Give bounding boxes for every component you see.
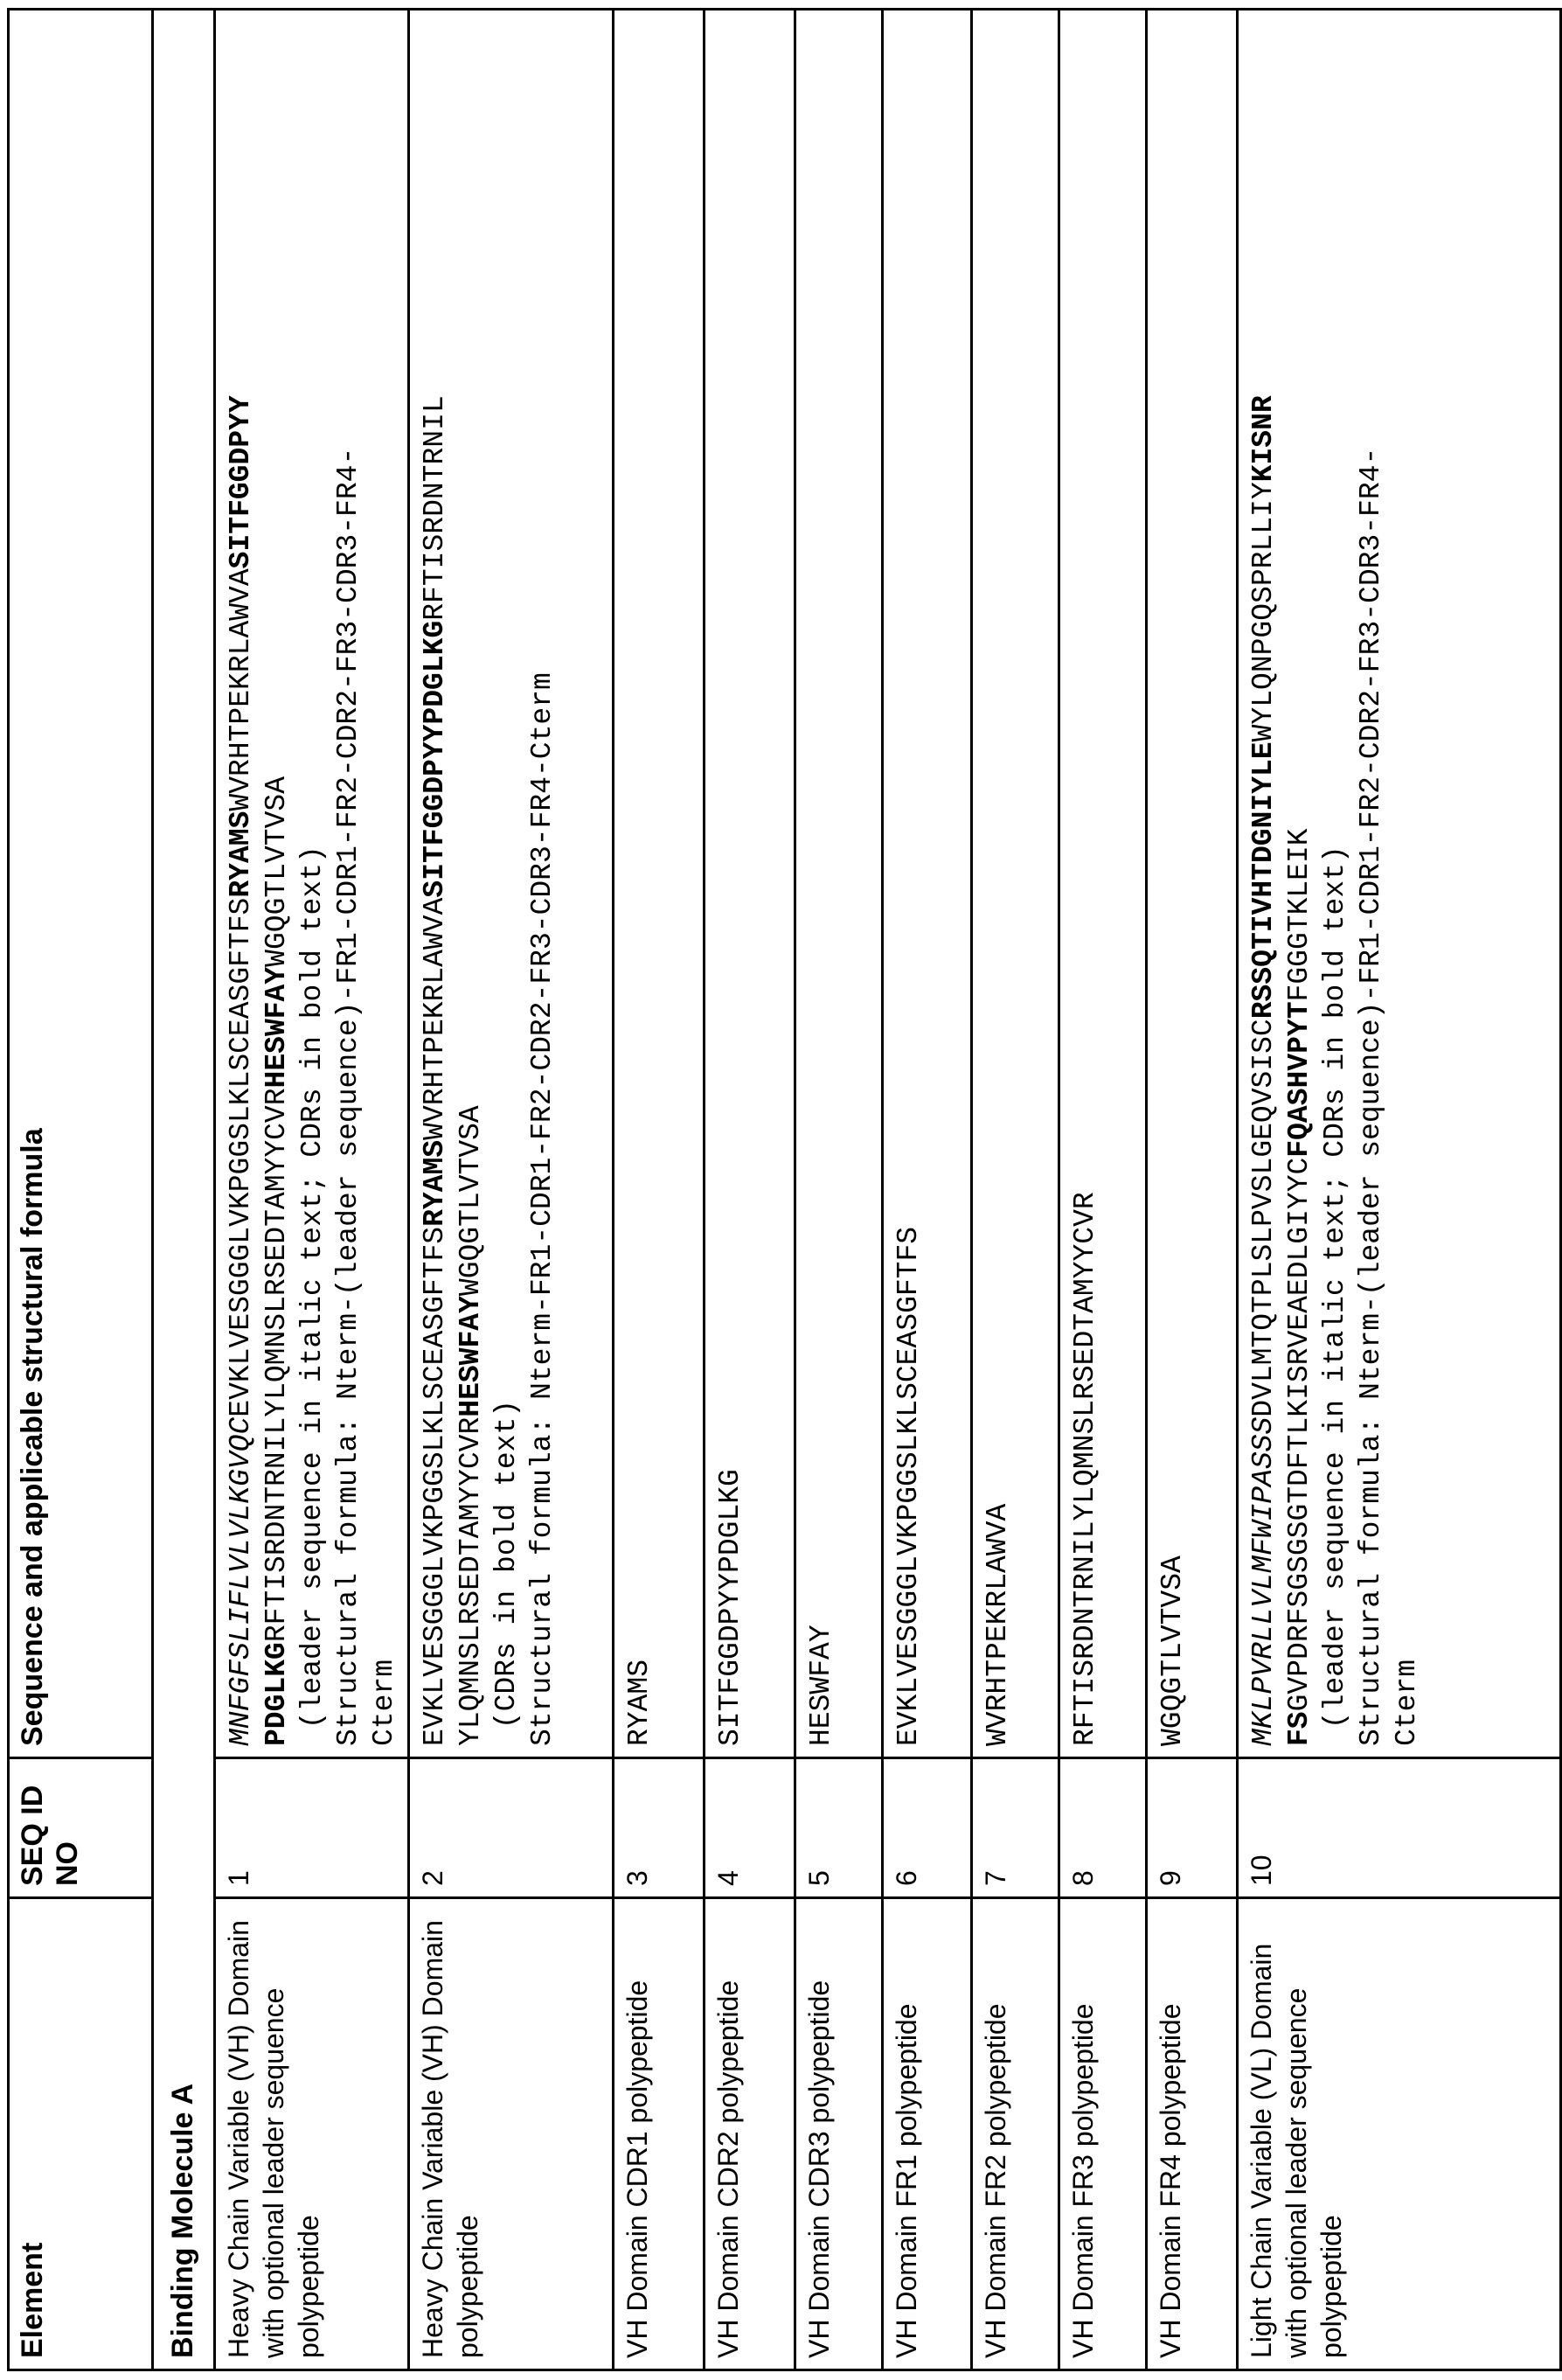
sequence-line — [1353, 21, 1389, 1746]
sequence-cell — [1059, 10, 1147, 1758]
leader-segment: MKLPVRLLVLMFWIPASSS — [1247, 1417, 1280, 1746]
sequence-segment: SITFGGDPYYPDGLKG — [714, 1469, 746, 1746]
table-row — [1147, 10, 1238, 2370]
sequence-segment: RFTISRDNTRNILYLQMNSLRSEDTAMYYCVR — [260, 1088, 293, 1642]
sequence-line — [295, 21, 330, 1746]
sequence-cell — [795, 10, 883, 1758]
table-row — [215, 10, 409, 2370]
sequence-segment: DVLMTQTPLSLPVSLGEQVSISC — [1247, 1019, 1280, 1416]
sequence-line — [223, 21, 259, 1746]
sequence-line — [891, 21, 927, 1746]
header-sequence: Sequence and applicable structural formula — [9, 10, 153, 1758]
sequence-line — [803, 21, 839, 1746]
sequence-segment: Structural formula: Nterm-(leader sequence)-FR1-CDR1-FR2-CDR2-FR3-CDR3-FR4- — [1355, 448, 1387, 1746]
cdr-segment: RYAMS — [419, 1140, 451, 1227]
sequence-line — [1389, 21, 1425, 1746]
cdr-segment: RYAMS — [225, 811, 257, 898]
cdr-segment: SITFGGDPYYPDGLKG — [419, 621, 451, 898]
sequence-line — [330, 21, 366, 1746]
element-cell: VH Domain FR3 polypeptide — [1059, 1898, 1147, 2370]
element-cell: Heavy Chain Variable (VH) Domain with optional leader sequence polypeptide — [215, 1898, 409, 2370]
cdr-segment: SITFGGDPYY — [225, 395, 257, 568]
table-row — [972, 10, 1059, 2370]
sequence-segment: HESWFAY — [805, 1625, 837, 1746]
sequence-segment: WVRHTPEKRLAWVA — [225, 568, 257, 811]
sequence-line — [453, 21, 489, 1746]
sequence-segment: WGQGTLVTVSA — [1156, 1555, 1189, 1746]
sequence-segment: Cterm — [368, 1660, 400, 1746]
sequence-cell — [883, 10, 972, 1758]
sequence-segment: (CDRs in bold text) — [490, 1400, 523, 1746]
cdr-segment: FS — [1283, 1711, 1316, 1746]
sequence-cell — [215, 10, 409, 1758]
leader-segment: MNFGFSLIFLVLVLKGVQC — [225, 1417, 257, 1746]
sequence-line — [417, 21, 453, 1746]
cdr-segment: HESWFAY — [455, 1296, 487, 1417]
sequence-cell — [614, 10, 705, 1758]
sequence-segment: WYLQNPGQSPRLLIY — [1247, 482, 1280, 741]
sequence-segment: RYAMS — [623, 1660, 656, 1746]
sequence-cell — [705, 10, 795, 1758]
sequence-cell — [1147, 10, 1238, 1758]
sequence-segment: EVKLVESGGGLVKPGGSLKLSCEASGFTFS — [419, 1227, 451, 1746]
group-label: Binding Molecule A — [153, 10, 215, 2370]
element-cell: VH Domain CDR1 polypeptide — [614, 1898, 705, 2370]
sequence-line — [712, 21, 748, 1746]
sequence-segment: (leader sequence in italic text; CDRs in bold text) — [296, 846, 329, 1746]
sequence-line — [1155, 21, 1191, 1746]
sequence-line — [259, 21, 295, 1746]
table-row — [1059, 10, 1147, 2370]
element-cell: VH Domain CDR2 polypeptide — [705, 1898, 795, 2370]
group-row — [153, 10, 215, 2370]
table-row — [614, 10, 705, 2370]
sequence-cell — [409, 10, 614, 1758]
element-cell: Light Chain Variable (VL) Domain with optional leader sequence polypeptide — [1238, 1898, 1561, 2370]
header-element: Element — [9, 1898, 153, 2370]
sequence-line — [366, 21, 402, 1746]
sequence-segment: RFTISRDNTRNIL — [419, 395, 451, 620]
seq-id-cell: 2 — [409, 1758, 614, 1898]
sequence-table — [7, 8, 1562, 2371]
sequence-segment: WGQGTLVTVSA — [260, 776, 293, 967]
sequence-line — [1281, 21, 1317, 1746]
sequence-segment: WVRHTPEKRLAWVA — [982, 1504, 1014, 1746]
element-cell: VH Domain FR2 polypeptide — [972, 1898, 1059, 2370]
seq-id-cell: 1 — [215, 1758, 409, 1898]
sequence-segment: EVKLVESGGGLVKPGGSLKLSCEASGFTFS — [892, 1227, 925, 1746]
seq-id-cell: 10 — [1238, 1758, 1561, 1898]
seq-id-cell: 7 — [972, 1758, 1059, 1898]
sequence-line — [1317, 21, 1353, 1746]
cdr-segment: PDGLKG — [260, 1642, 293, 1746]
sequence-segment: EVKLVESGGGLVKPGGSLKLSCEASGFTFS — [225, 898, 257, 1417]
table-row — [1238, 10, 1561, 2370]
element-cell: VH Domain CDR3 polypeptide — [795, 1898, 883, 2370]
cdr-segment: RSSQTIVHTDGNIYLE — [1247, 741, 1280, 1019]
element-cell: VH Domain FR1 polypeptide — [883, 1898, 972, 2370]
cdr-segment: KISNR — [1247, 395, 1280, 482]
element-cell: VH Domain FR4 polypeptide — [1147, 1898, 1238, 2370]
sequence-cell — [972, 10, 1059, 1758]
sequence-segment: YLQMNSLRSEDTAMYYCVR — [455, 1417, 487, 1746]
header-row — [9, 10, 153, 2370]
sequence-segment: RFTISRDNTRNILYLQMNSLRSEDTAMYYCVR — [1069, 1192, 1101, 1746]
sequence-segment: Structural formula: Nterm-FR1-CDR1-FR2-CDR2-FR3-CDR3-FR4-Cterm — [526, 672, 559, 1746]
sequence-line — [621, 21, 657, 1746]
sequence-segment: WGQGTLVTVSA — [455, 1105, 487, 1296]
sequence-segment: (leader sequence in italic text; CDRs in bold text) — [1319, 846, 1351, 1746]
cdr-segment: FQASHVPYT — [1283, 1001, 1316, 1157]
sequence-line — [1067, 21, 1103, 1746]
sequence-segment: Cterm — [1391, 1660, 1423, 1746]
sequence-line — [524, 21, 560, 1746]
seq-id-cell: 5 — [795, 1758, 883, 1898]
header-seq-id: SEQ ID NO — [9, 1758, 153, 1898]
sequence-line — [489, 21, 524, 1746]
table-row — [705, 10, 795, 2370]
table-row — [795, 10, 883, 2370]
sequence-segment: WVRHTPEKRLAWVA — [419, 898, 451, 1140]
seq-id-cell: 3 — [614, 1758, 705, 1898]
sequence-line — [980, 21, 1016, 1746]
sequence-cell — [1238, 10, 1561, 1758]
sequence-line — [1246, 21, 1281, 1746]
seq-id-cell: 6 — [883, 1758, 972, 1898]
seq-id-cell: 9 — [1147, 1758, 1238, 1898]
table-row — [883, 10, 972, 2370]
cdr-segment: HESWFAY — [260, 967, 293, 1089]
sequence-segment: GVPDRFSGSGSGTDFTLKISRVEAEDLGIYYC — [1283, 1158, 1316, 1712]
table-row — [409, 10, 614, 2370]
rotated-page — [7, 10, 1559, 2371]
seq-id-cell: 4 — [705, 1758, 795, 1898]
seq-id-cell: 8 — [1059, 1758, 1147, 1898]
sequence-segment: FGGGTKLEIK — [1283, 828, 1316, 1001]
element-cell: Heavy Chain Variable (VH) Domain polypeptide — [409, 1898, 614, 2370]
sequence-segment: Structural formula: Nterm-(leader sequence)-FR1-CDR1-FR2-CDR2-FR3-CDR3-FR4- — [332, 448, 364, 1746]
